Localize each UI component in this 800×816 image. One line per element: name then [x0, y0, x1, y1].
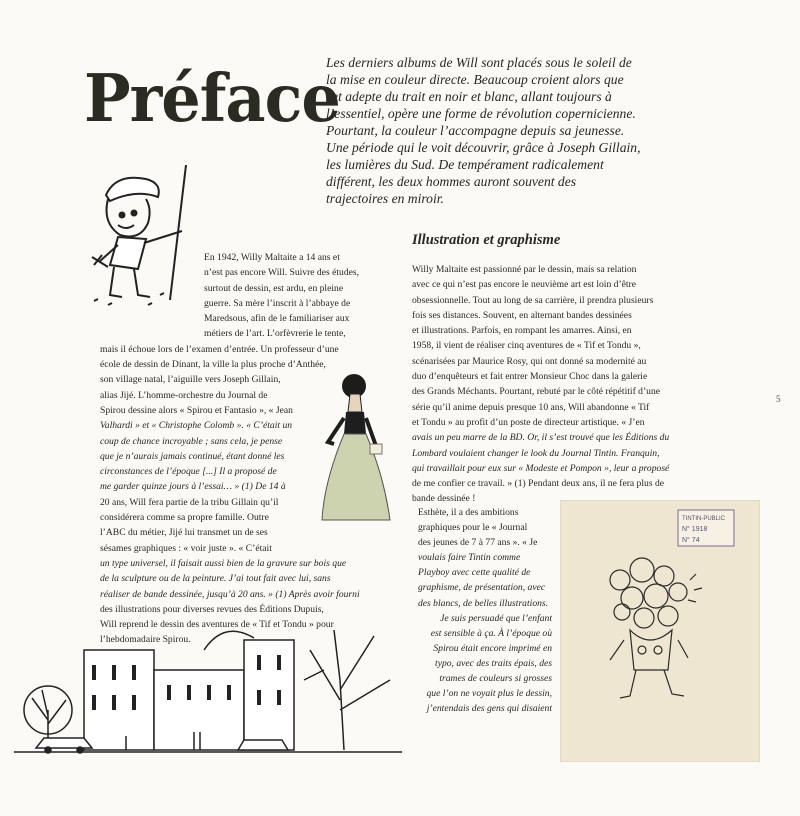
text-line: coup de chance incroyable ; sans cela, je pense — [100, 435, 283, 447]
intro-line: cet adepte du trait en noir et blanc, allant toujours à — [326, 89, 612, 104]
text-line: duo d’enquêteurs et fait entrer Monsieur Choc dans la galerie — [412, 371, 648, 383]
stamp-text: N° 74 — [682, 537, 700, 544]
text-line: obsessionnelle. Tout au long de sa carrière, il prendra plusieurs — [412, 294, 654, 306]
page-title: Préface — [84, 60, 340, 137]
text-line: des illustrations pour diverses revues des Éditions Dupuis, — [100, 603, 324, 615]
intro-line: Pourtant, la couleur l’accompagne depuis sa jeunesse. — [326, 123, 625, 138]
intro-line: l’essentiel, opère une forme de révolution copernicienne. — [326, 106, 636, 121]
text-line: et Tondu » au profit d’un poste de directeur artistique. « J’en — [412, 416, 645, 428]
intro-line: différent, les deux hommes auront souvent des — [326, 174, 577, 189]
text-line: métiers de l’art. L’orfèvrerie le tente, — [204, 328, 346, 340]
text-line: et illustrations. Parfois, en rompant les amarres. Ainsi, en — [412, 325, 632, 337]
street-scene-illustration — [14, 620, 402, 770]
text-line: Maredsous, afin de le familiariser aux — [204, 313, 350, 325]
intro-paragraph — [326, 54, 682, 207]
intro-line: les lumières du Sud. De tempérament radicalement — [326, 157, 604, 172]
text-line: bande dessinée ! — [412, 493, 476, 505]
woman-in-gown-illustration — [318, 372, 394, 522]
intro-line: trajectoires en miroir. — [326, 191, 444, 206]
text-line: Esthète, il a des ambitions — [418, 507, 519, 518]
text-line: mais il échoue lors de l’examen d’entrée. Un professeur d’une — [100, 343, 339, 355]
text-line: école de dessin de Dinant, la ville la plus proche d’Anthée, — [100, 359, 326, 371]
text-line: de me confier ce travail. » (1) Pendant deux ans, il ne fera plus de — [412, 478, 665, 490]
text-line: n’est pas encore Will. Suivre des études, — [204, 267, 360, 279]
stamp-text: N° 1918 — [682, 526, 708, 533]
text-line: circonstances de l’époque [...] Il a proposé de — [100, 466, 277, 478]
text-line: considérera comme sa propre famille. Outre — [100, 512, 269, 524]
text-line: Spirou était encore imprimé en — [433, 642, 552, 654]
text-line: En 1942, Willy Maltaite a 14 ans et — [204, 252, 340, 263]
text-line: typo, avec des traits épais, des — [435, 657, 552, 669]
text-line: me garder quinze jours à l’essai… » (1) De 14 à — [100, 481, 286, 493]
text-line: Lombard voulaient changer le look du Journal Tintin. Franquin, — [412, 447, 660, 459]
text-line: réaliser de bande dessinée, jusqu’à 20 ans. » (1) Après avoir fourni — [100, 588, 360, 600]
text-line: Playboy avec cette qualité de — [418, 567, 531, 579]
stamp-text: TINTIN-PUBLIC — [682, 516, 726, 522]
text-line: 20 ans, Will fera partie de la tribu Gillain qu’il — [100, 496, 279, 508]
text-line: graphisme, de présentation, avec — [418, 582, 546, 594]
text-line: son village natal, l’aiguille vers Joseph Gillain, — [100, 374, 281, 386]
text-line: avais un peu marre de la BD. Or, il s’est trouvé que les Éditions du — [412, 432, 670, 444]
intro-line: Les derniers albums de Will sont placés sous le soleil de — [326, 55, 632, 70]
text-line: qui travaillait pour eux sur « Modeste et Pompon », leur a proposé — [412, 462, 670, 474]
text-line: trames de couleurs si grosses — [439, 673, 552, 685]
text-line: j’entendais des gens qui disaient — [426, 703, 552, 715]
text-line: Spirou dessine alors « Spirou et Fantasio », « Jean — [100, 404, 293, 416]
text-line: graphiques pour le « Journal — [418, 522, 528, 534]
text-line: des blancs, de belles illustrations. — [418, 597, 549, 609]
text-line: série qu’il anime depuis presque 10 ans, Will abandonne « Tif — [412, 401, 650, 413]
intro-line: la mise en couleur directe. Beaucoup croient alors que — [326, 72, 624, 87]
text-line: l’hebdomadaire Spirou. — [100, 634, 191, 646]
text-line: fois ses distances. Souvent, en alternant bandes dessinées — [412, 309, 632, 321]
text-line: des jeunes de 7 à 77 ans ». « Je — [418, 537, 538, 549]
text-line: Valhardi » et « Christophe Colomb ». « C’était un — [100, 420, 293, 432]
text-line: de la sculpture ou de la peinture. J’ai tout fait avec lui, sans — [100, 573, 331, 585]
text-line: surtout de dessin, est ardu, en pleine — [204, 282, 344, 294]
text-line: sésames graphiques : « voir juste ». « C’était — [100, 542, 272, 554]
page-number: 5 — [776, 394, 781, 404]
right-column — [412, 262, 784, 507]
text-line: un type universel, il faisait aussi bien de la gravure sur bois que — [100, 557, 347, 569]
text-line: Will reprend le dessin des aventures de « Tif et Tondu » pour — [100, 619, 334, 631]
text-line: Je suis persuadé que l’enfant — [440, 612, 552, 624]
text-line: Willy Maltaite est passionné par le dessin, mais sa relation — [412, 264, 637, 275]
text-line: que je n’aurais jamais continué, étant donné les — [100, 450, 285, 462]
text-line: des Grands Méchants. Pourtant, rebuté par le côté répétitif d’une — [412, 386, 661, 398]
text-line: scénarisées par Maurice Rosy, qui ont donné sa modernité au — [412, 355, 647, 367]
text-line: avec ce qui n’est pas encore le neuvième art est loin d’être — [412, 279, 637, 291]
text-line: est sensible à ça. À l’époque où — [430, 627, 552, 639]
text-line: l’ABC du métier, Jijé lui transmet un de ses — [100, 527, 268, 539]
third-column — [418, 505, 552, 716]
text-line: voulais faire Tintin comme — [418, 552, 521, 564]
text-line: alias Jijé. L’homme-orchestre du Journal de — [100, 389, 268, 401]
intro-line: Une période qui le voit découvrir, grâce à Joseph Gillain, — [326, 140, 641, 155]
text-line: 1958, il vient de réaliser cinq aventures de « Tif et Tondu », — [412, 340, 641, 352]
text-line: guerre. Sa mère l’inscrit à l’abbaye de — [204, 297, 351, 309]
flower-delivery-sketch — [560, 500, 760, 762]
text-line: que l’on ne voyait plus le dessin, — [426, 688, 552, 700]
section-subheading: Illustration et graphisme — [412, 232, 561, 248]
